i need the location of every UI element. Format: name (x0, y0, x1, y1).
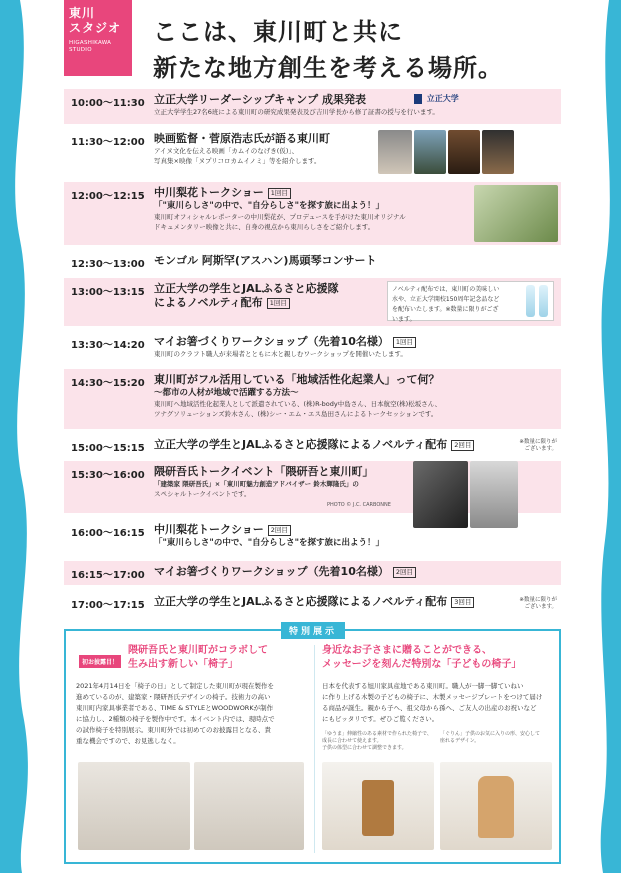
schedule-row (64, 250, 561, 272)
kids-chair-body (322, 681, 554, 725)
kids-body-line: 日本を代表する旭川家具産地である東川町。職人が一脚一脚ていねい (322, 682, 524, 690)
schedule-desc: ドキュメンタリー映像と共に、自身の視点から東川らしさをご紹介します。 (154, 223, 375, 231)
kuma-body-line: に協力し、2種類の椅子を製作中です。本イベント内では、現時点で (76, 715, 275, 723)
page-headline (153, 14, 503, 86)
kids-chair-heading (322, 644, 521, 672)
schedule-title: 映画監督・菅原浩志氏が語る東川町 (154, 132, 330, 145)
schedule-desc: スペシャルトークイベントです。 (154, 490, 251, 498)
kuma-chair-body (76, 681, 308, 747)
kids-heading-line1: 身近なお子さまに贈ることができる、 (322, 645, 492, 656)
schedule-row (64, 128, 561, 178)
schedule-row (64, 369, 561, 429)
kids-chair-2-shape (478, 776, 514, 838)
caption-line: 「ゆうま」伸縮性のある素材で作られた椅子で、成長に合わせて使えます。 (322, 731, 432, 744)
director-photo (378, 130, 412, 174)
quantity-note: ※数量に限りがございます。 (519, 439, 557, 452)
rissho-logo-text: 立正大学 (426, 94, 459, 103)
schedule-title: 中川梨花トークショー (154, 523, 264, 536)
right-wave-decoration (591, 0, 621, 873)
film-poster-3 (482, 130, 514, 174)
schedule-title: 隈研吾氏トークイベント「隈研吾と東川町」 (154, 465, 374, 478)
schedule-time: 12:30～13:00 (71, 259, 145, 270)
kids-body-line: に作り上げる木製の子どもの椅子に、木製メッセージプレートをつけて届け (322, 693, 543, 701)
teruhisa-suzuki-photo (470, 461, 518, 528)
kids-chair-1-shape (362, 780, 394, 836)
schedule-time: 13:30～14:20 (71, 340, 145, 351)
schedule-desc: ツナグソリューションズ鈴木さん、(株)シー・エム・エス島田さんによるトークセッションです。 (154, 410, 438, 418)
session-badge: 1回目 (393, 337, 416, 348)
schedule-title: 立正大学の学生とJALふるさと応援隊 (154, 282, 339, 295)
logo-line3: HIGASHIKAWA STUDIO (69, 40, 112, 53)
schedule-title: マイお箸づくりワークショップ（先着10名様） (154, 335, 389, 348)
schedule-title: 立正大学リーダーシップキャンプ 成果発表 (154, 93, 366, 106)
schedule-time: 12:00～12:15 (71, 191, 145, 202)
caption-line: 座れるデザイン。 (440, 738, 480, 744)
kids-heading-line2: メッセージを刻んだ特別な「子どもの椅子」 (322, 659, 522, 670)
logo-line2: スタジオ (69, 21, 122, 35)
film-poster-1 (414, 130, 446, 174)
logo-line1: 東川 (69, 6, 96, 20)
schedule-title: モンゴル 阿斯罕(アスハン)馬頭琴コンサート (154, 254, 377, 267)
kids-body-line: る商品が誕生。親から子へ、祖父母から孫へ、ご友人の出産のお祝いなど (322, 704, 537, 712)
film-poster-2 (448, 130, 480, 174)
caption-line: 子供の体型に合わせて調整できます。 (322, 745, 407, 751)
schedule-row (64, 89, 561, 124)
schedule-time: 16:15～17:00 (71, 570, 145, 581)
kuma-chair-heading (128, 644, 268, 672)
schedule-title: 立正大学の学生とJALふるさと応援隊によるノベルティ配布 (154, 595, 448, 608)
schedule-row (64, 519, 409, 552)
schedule-title-line2: によるノベルティ配布 (154, 296, 263, 309)
kuma-body-line: 東川町内家具事業者である、TIME & STYLEとWOODWORKが制作 (76, 704, 274, 712)
rissho-logo (414, 93, 459, 104)
kuma-chair-photo-2 (194, 762, 304, 850)
photo-credit: PHOTO © J.C. CARBONNE (327, 502, 391, 508)
schedule-row (64, 591, 561, 615)
kuma-heading-line1: 隈研吾氏と東川町がコラボして (128, 645, 268, 656)
kids-chair-photo-1 (322, 762, 434, 850)
session-badge: 1回目 (268, 188, 291, 199)
schedule-subtitle: 「"東川らしさ"の中で、"自分らしさ"を探す旅に出よう！」 (154, 201, 385, 211)
quantity-note: ※数量に限りがございます。 (519, 597, 557, 610)
caption-line: 「ぐりん」子供のお気に入りの形、安心して (440, 731, 541, 737)
kids-body-line: にもピッタリです。ぜひご覧ください。 (322, 715, 439, 723)
session-badge: 2回目 (451, 440, 474, 451)
schedule-desc: 写真集×映像「ヌプリコロカムイノミ」等を紹介します。 (154, 157, 321, 165)
premiere-tag: 初お披露目！ (79, 655, 121, 668)
session-badge: 2回目 (268, 525, 291, 536)
kuma-body-line: 進めているのが、建築家・隈研吾氏デザインの椅子。技術力の高い (76, 693, 271, 701)
headline-line2: 新たな地方創生を考える場所。 (153, 54, 503, 82)
schedule-subtitle: 「"東川らしさ"の中で、"自分らしさ"を探す旅に出よう！」 (154, 538, 385, 548)
schedule-time: 14:30～15:20 (71, 378, 145, 389)
schedule-time: 17:00～17:15 (71, 600, 145, 611)
schedule-subtitle: 「建築家 隈研吾氏」×「東川町魅力創造アドバイザー 鈴木輝隆氏」の (154, 480, 359, 488)
schedule-row (64, 561, 561, 585)
rika-nakagawa-photo (474, 185, 558, 242)
kuma-body-line: 重な機会ですので、お見逃しなく。 (76, 737, 180, 745)
water-bottle-image (539, 285, 548, 317)
novelty-note-text: ノベルティ配布では、東川町の美味しい水や、立正大学開校150周年記念品などを配布いたします。※数量に限りがございます。 (392, 286, 500, 323)
kuma-body-line: 2021年4月14日を「椅子の日」として制定した東川町が現在製作を (76, 682, 274, 690)
kids-chair-caption-1 (322, 731, 434, 752)
water-bottle-image (526, 285, 535, 317)
left-wave-decoration (0, 0, 40, 873)
schedule-desc: 東川町オフィシャルレポーターの中川梨花が、プロデュースを手がけた東川オリジナル (154, 213, 406, 221)
higashikawa-studio-logo (64, 0, 132, 76)
kids-chair-caption-2 (440, 731, 552, 745)
session-badge: 2回目 (393, 567, 416, 578)
special-exhibit-panel (64, 629, 561, 864)
kengo-kuma-photo (413, 461, 468, 528)
novelty-note (387, 281, 554, 321)
schedule-row (64, 434, 561, 456)
schedule-desc: 東川町へ地域活性化起業人として派遣されている、(株)R-body中島さん、日本航空(株)松坂さん、 (154, 400, 442, 408)
schedule-time: 15:30～16:00 (71, 470, 145, 481)
session-badge: 3回目 (451, 597, 474, 608)
schedule-desc: 立正大学学生27名6班による東川町の研究成果発表及び吉川学長から修了証書の授与を行います。 (154, 108, 439, 116)
schedule-title: 東川町がフル活用している「地域活性化起業人」って何？ (154, 373, 440, 386)
schedule-subtitle: ～都市の人材が地域で活躍する方法～ (154, 388, 299, 398)
schedule-desc: 東川町のクラフト職人が来場者とともに木と親しむワークショップを開催いたします。 (154, 350, 407, 358)
rissho-mark-icon (414, 94, 422, 104)
schedule-row (64, 182, 561, 245)
schedule-time: 11:30～12:00 (71, 137, 145, 148)
schedule-desc: アイヌ文化を伝える映画「カムイのなげき(仮)」、 (154, 147, 299, 155)
session-badge: 1回目 (267, 298, 290, 309)
headline-line1: ここは、東川町と共に (153, 18, 403, 46)
schedule-row (64, 278, 561, 326)
schedule-time: 15:00～15:15 (71, 443, 145, 454)
schedule-title: 中川梨花トークショー (154, 186, 264, 199)
kuma-chair-photo-1 (78, 762, 190, 850)
schedule-title: マイお箸づくりワークショップ（先着10名様） (154, 565, 389, 578)
kuma-heading-line2: 生み出す新しい「椅子」 (128, 659, 238, 670)
schedule-time: 13:00～13:15 (71, 287, 145, 298)
schedule-time: 16:00～16:15 (71, 528, 145, 539)
kuma-body-line: の試作椅子を特別展示。東川町外では初めてのお披露目となる、貴 (76, 726, 271, 734)
panel-divider (314, 645, 315, 853)
schedule-title: 立正大学の学生とJALふるさと応援隊によるノベルティ配布 (154, 438, 448, 451)
schedule-time: 10:00～11:30 (71, 98, 145, 109)
special-exhibit-title: 特別展示 (281, 622, 345, 639)
kids-chair-photo-2 (440, 762, 552, 850)
schedule-row (64, 331, 561, 364)
